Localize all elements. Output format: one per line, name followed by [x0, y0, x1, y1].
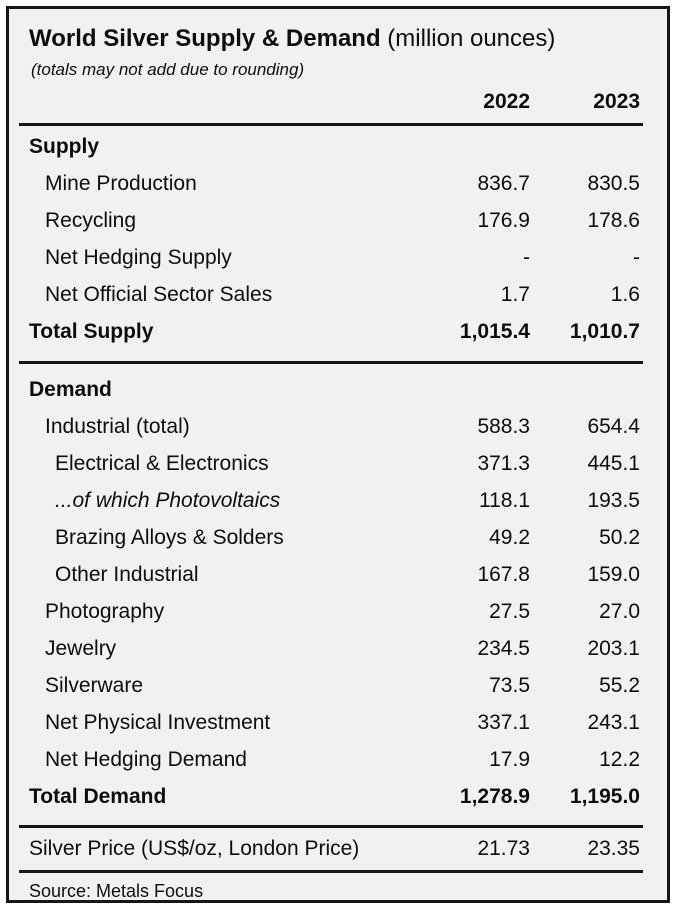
- divider-price-source: [19, 870, 643, 873]
- table-row-electrical-electronics: Electrical & Electronics 371.3 445.1: [55, 451, 640, 475]
- table-row-silverware: Silverware 73.5 55.2: [45, 673, 640, 697]
- table-title: [9, 9, 667, 55]
- table-row-photography: Photography 27.5 27.0: [45, 599, 640, 623]
- table-row-of-which-photovoltaics: ...of which Photovoltaics 118.1 193.5: [55, 488, 640, 512]
- year-header-row: [9, 85, 667, 119]
- table-subtitle: (totals may not add due to rounding): [31, 60, 305, 79]
- table-row-total-supply: Total Supply 1,015.4 1,010.7: [29, 319, 640, 343]
- table-row-net-official-sector-sales: Net Official Sector Sales 1.7 1.6: [45, 282, 640, 306]
- table-row-net-physical-investment: Net Physical Investment 337.1 243.1: [45, 710, 640, 734]
- table-row-silver-price: Silver Price (US$/oz, London Price) 21.73 23.35: [29, 836, 640, 860]
- source-note: Source: Metals Focus: [29, 881, 204, 901]
- table-row-net-hedging-supply: Net Hedging Supply - -: [45, 245, 640, 269]
- divider-demand-price: [19, 825, 643, 828]
- table-row-total-demand: Total Demand 1,278.9 1,195.0: [29, 784, 640, 808]
- divider-supply-demand: [19, 361, 643, 364]
- title-unit: (million ounces): [380, 25, 556, 52]
- table-row-recycling: Recycling 176.9 178.6: [45, 208, 640, 232]
- column-header-2022: 2022: [483, 90, 530, 113]
- table-row-demand-header: Demand: [29, 377, 112, 401]
- table-row-supply-header: Supply: [29, 134, 100, 158]
- table-row-other-industrial: Other Industrial 167.8 159.0: [55, 562, 640, 586]
- table-row-net-hedging-demand: Net Hedging Demand 17.9 12.2: [45, 747, 640, 771]
- title-text: World Silver Supply & Demand: [29, 25, 381, 52]
- table-row-industrial-total: Industrial (total) 588.3 654.4: [45, 414, 640, 438]
- silver-supply-demand-table: [6, 6, 670, 903]
- table-row-jewelry: Jewelry 234.5 203.1: [45, 636, 640, 660]
- divider-under-header: [19, 123, 643, 126]
- table-row-brazing-alloys-solders: Brazing Alloys & Solders 49.2 50.2: [55, 525, 640, 549]
- column-header-2023: 2023: [593, 90, 640, 113]
- table-row-mine-production: Mine Production 836.7 830.5: [45, 171, 640, 195]
